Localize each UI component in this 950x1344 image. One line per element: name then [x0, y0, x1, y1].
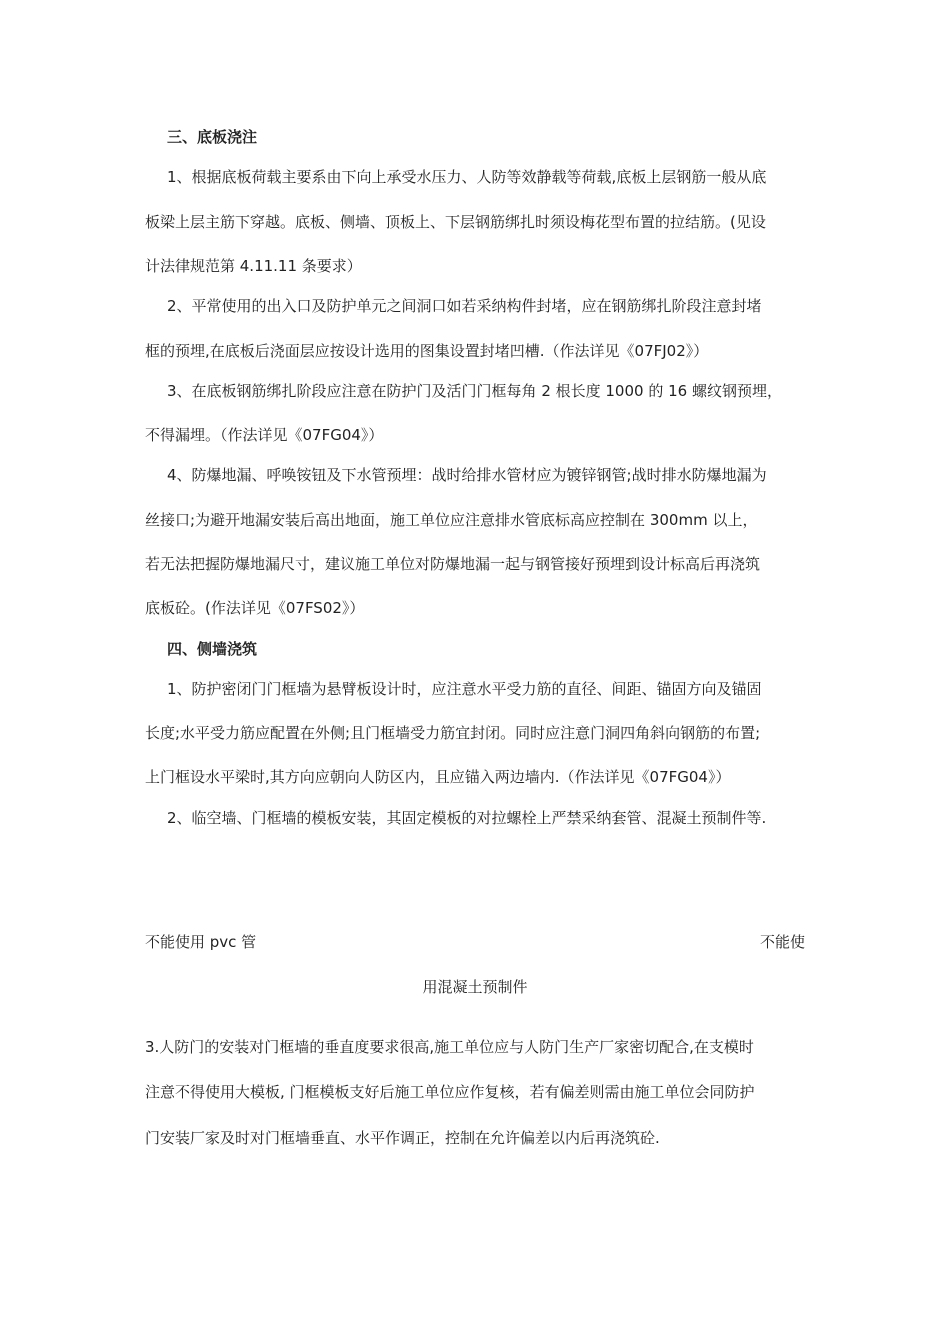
- s3-p4-line-4: 底板砼。(作法详见《07FS02》）: [145, 599, 365, 617]
- caption-left: 不能使用 pvc 管: [145, 933, 257, 951]
- s4-p1-line-1: 1、防护密闭门门框墙为悬臂板设计时，应注意水平受力筋的直径、间距、锚固方向及锚固: [167, 680, 762, 698]
- s3-p3-line-2: 不得漏埋。（作法详见《07FG04》）: [145, 426, 384, 444]
- last-p1-line-1: 3.人防门的安装对门框墙的垂直度要求很高,施工单位应与人防门生产厂家密切配合,在支模时: [145, 1038, 754, 1056]
- s3-p4-line-3: 若无法把握防爆地漏尺寸，建议施工单位对防爆地漏一起与钢管接好预埋到设计标高后再浇筑: [145, 555, 761, 573]
- s3-p1-line-3: 计法律规范第 4.11.11 条要求）: [145, 257, 362, 275]
- s4-p2-line-1: 2、临空墙、门框墙的模板安装，其固定模板的对拉螺栓上严禁采纳套管、混凝土预制件等.: [167, 809, 767, 827]
- s3-p2-line-1: 2、平常使用的出入口及防护单元之间洞口如若采纳构件封堵，应在钢筋绑扎阶段注意封堵: [167, 297, 762, 315]
- s3-p4-line-1: 4、防爆地漏、呼唤铵钮及下水管预埋：战时给排水管材应为镀锌钢管;战时排水防爆地漏为: [167, 466, 767, 484]
- s3-p3-line-1: 3、在底板钢筋绑扎阶段应注意在防护门及活门门框每角 2 根长度 1000 的 16 螺纹钢预埋，: [167, 382, 782, 400]
- s3-p4-line-2: 丝接口;为避开地漏安装后高出地面，施工单位应注意排水管底标高应控制在 300mm 以上，: [145, 511, 758, 529]
- s4-p1-line-3: 上门框设水平梁时,其方向应朝向人防区内，且应锚入两边墙内.（作法详见《07FG04》）: [145, 768, 731, 786]
- s4-p1-line-2: 长度;水平受力筋应配置在外侧;且门框墙受力筋宜封闭。同时应注意门洞四角斜向钢筋的布置;: [145, 724, 761, 742]
- section-3-heading: 三、底板浇注: [167, 128, 258, 146]
- caption-right: 不能使: [759, 933, 805, 951]
- last-p1-line-3: 门安装厂家及时对门框墙垂直、水平作调正，控制在允许偏差以内后再浇筑砼.: [145, 1129, 660, 1147]
- caption-center: 用混凝土预制件: [422, 978, 528, 996]
- s3-p1-line-2: 板梁上层主筋下穿越。底板、侧墙、顶板上、下层钢筋绑扎时须设梅花型布置的拉结筋。(见设: [145, 213, 766, 231]
- s3-p1-line-1: 1、根据底板荷载主要系由下向上承受水压力、人防等效静载等荷载,底板上层钢筋一般从底: [167, 168, 767, 186]
- s3-p2-line-2: 框的预埋,在底板后浇面层应按设计选用的图集设置封堵凹槽.（作法详见《07FJ02》）: [145, 342, 709, 360]
- last-p1-line-2: 注意不得使用大模板, 门框模板支好后施工单位应作复核，若有偏差则需由施工单位会同防护: [145, 1083, 755, 1101]
- section-4-heading: 四、侧墙浇筑: [167, 640, 258, 658]
